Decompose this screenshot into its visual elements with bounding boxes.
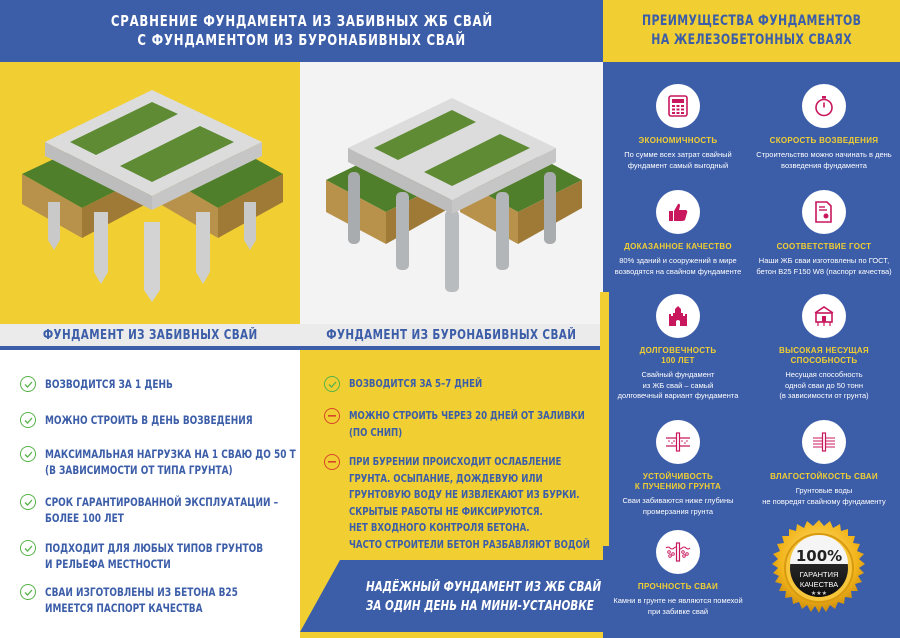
- advantage-desc: возведения фундамента: [781, 160, 867, 170]
- seal-percent: 100%: [795, 547, 843, 565]
- check-icon: [20, 376, 36, 392]
- advantage-title: СКОРОСТЬ ВОЗВЕДЕНИЯ: [769, 136, 879, 145]
- advantage-desc: По сумме всех затрат свайный: [624, 150, 732, 159]
- advantage-title: УСТОЙЧИВОСТЬ: [642, 472, 714, 481]
- advantage-durability: [604, 294, 752, 402]
- advantage-desc: одной сваи до 50 тонн: [785, 380, 863, 390]
- advantage-desc: бетон В25 F150 W8 (паспорт качества): [756, 266, 892, 276]
- driven-pile-foundation-illustration: [0, 62, 300, 324]
- advantage-desc: возводятся на свайном фундаменте: [614, 266, 742, 276]
- minus-icon: [324, 408, 340, 424]
- advantage-title: ПРОЧНОСТЬ СВАИ: [637, 582, 719, 591]
- castle-icon: [667, 305, 689, 327]
- building-icon: [813, 305, 835, 327]
- advantage-title: 100 ЛЕТ: [661, 356, 695, 365]
- item-text: ВОЗВОДИТСЯ ЗА 1 ДЕНЬ: [45, 377, 173, 391]
- item-text: (ПО СНИП): [349, 425, 403, 439]
- advantage-proven-quality: [604, 190, 752, 277]
- advantage-desc: 80% зданий и сооружений в мире: [619, 256, 737, 265]
- bored-pile-foundation-illustration: [300, 62, 603, 324]
- item-text: СВАИ ИЗГОТОВЛЕНЫ ИЗ БЕТОНА В25: [45, 585, 238, 599]
- advantage-desc: Сваи забиваются ниже глубины: [622, 496, 734, 505]
- bored-pile-title-bar: [300, 324, 603, 350]
- comparison-title-line-2: С ФУНДАМЕНТОМ ИЗ БУРОНАБИВНЫХ СВАЙ: [137, 31, 466, 49]
- banner-line-1: НАДЁЖНЫЙ ФУНДАМЕНТ ИЗ ЖБ СВАЙ: [366, 580, 602, 595]
- pile-in-soil-icon: [665, 432, 691, 452]
- check-icon: [20, 446, 36, 462]
- seal-line-2: КАЧЕСТВА: [799, 580, 839, 589]
- item-text: ПРИ БУРЕНИИ ПРОИСХОДИТ ОСЛАБЛЕНИЕ: [349, 455, 562, 468]
- advantage-title: СООТВЕТСТВИЕ ГОСТ: [776, 242, 872, 251]
- advantage-title: ДОКАЗАННОЕ КАЧЕСТВО: [624, 242, 732, 251]
- advantage-load-capacity: [750, 294, 898, 402]
- certificate-icon: [814, 201, 834, 223]
- advantage-desc: фундамент самый выгодный: [627, 160, 729, 170]
- advantage-economy: [604, 84, 752, 171]
- item-text: (В ЗАВИСИМОСТИ ОТ ТИПА ГРУНТА): [45, 463, 233, 477]
- advantage-title: СПОСОБНОСТЬ: [790, 356, 858, 365]
- item-text: НЕТ ВХОДНОГО КОНТРОЛЯ БЕТОНА.: [349, 521, 530, 534]
- advantage-desc: не повредят свайному фундаменту: [762, 496, 886, 506]
- advantage-desc: при забивке свай: [647, 606, 709, 616]
- pile-in-stones-icon: [665, 542, 691, 562]
- stopwatch-icon: [813, 95, 835, 117]
- bored-pile-foundation-image: [300, 62, 603, 324]
- quality-guarantee-seal: [767, 520, 871, 624]
- advantage-desc: промерзания грунта: [642, 506, 714, 516]
- advantage-desc: Несущая способность: [785, 370, 863, 379]
- advantage-speed: [750, 84, 898, 171]
- driven-pile-title: ФУНДАМЕНТ ИЗ ЗАБИВНЫХ СВАЙ: [42, 327, 258, 343]
- list-item: [20, 540, 325, 572]
- item-text: ПОДХОДИТ ДЛЯ ЛЮБЫХ ТИПОВ ГРУНТОВ: [45, 541, 264, 555]
- item-text: ВОЗВОДИТСЯ ЗА 5–7 ДНЕЙ: [349, 377, 483, 390]
- advantage-gost-compliance: [750, 190, 898, 277]
- advantage-desc: Наши ЖБ сваи изготовлены по ГОСТ,: [758, 256, 890, 265]
- seal-line-1: ГАРАНТИЯ: [799, 570, 839, 579]
- list-item: [20, 376, 209, 392]
- check-icon: [20, 412, 36, 428]
- advantage-desc: Грунтовые воды: [795, 486, 853, 495]
- comparison-title-line-1: СРАВНЕНИЕ ФУНДАМЕНТА ИЗ ЗАБИВНЫХ ЖБ СВАЙ: [110, 12, 493, 30]
- advantage-pile-strength: [604, 530, 752, 617]
- advantage-title: ЭКОНОМИЧНОСТЬ: [638, 136, 718, 145]
- advantage-moisture-resistance: [750, 420, 898, 507]
- item-text: МАКСИМАЛЬНАЯ НАГРУЗКА НА 1 СВАЮ ДО 50 Т: [45, 447, 296, 461]
- item-text: БОЛЕЕ 100 ЛЕТ: [45, 511, 124, 525]
- advantage-desc: долговечный вариант фундамента: [617, 391, 739, 400]
- advantage-desc: Строительство можно начинать в день: [756, 150, 892, 159]
- item-text: СРОК ГАРАНТИРОВАННОЙ ЭКСПЛУАТАЦИИ –: [45, 495, 279, 509]
- driven-pile-title-bar: [0, 324, 300, 350]
- bored-pile-title: ФУНДАМЕНТ ИЗ БУРОНАБИВНЫХ СВАЙ: [326, 327, 577, 343]
- check-icon: [324, 376, 340, 392]
- advantages-title-line-2: НА ЖЕЛЕЗОБЕТОННЫХ СВАЯХ: [651, 32, 852, 48]
- item-text: МОЖНО СТРОИТЬ В ДЕНЬ ВОЗВЕДЕНИЯ: [45, 413, 253, 427]
- advantage-desc: (в зависимости от грунта): [779, 391, 869, 400]
- item-text: ГРУНТОВУЮ ВОДУ НЕ ИЗВЛЕКАЮТ ИЗ БУРКИ.: [349, 488, 580, 501]
- advantage-frost-heave-resistance: [604, 420, 752, 517]
- advantage-title: ДОЛГОВЕЧНОСТЬ: [639, 346, 717, 355]
- advantage-desc: Свайный фундамент: [641, 370, 715, 379]
- minus-icon: [324, 454, 340, 470]
- advantage-title: К ПУЧЕНИЮ ГРУНТА: [634, 482, 722, 491]
- advantage-title: ВЫСОКАЯ НЕСУЩАЯ: [779, 346, 869, 355]
- calculator-icon: [668, 95, 688, 117]
- driven-pile-benefits-list: [0, 350, 300, 638]
- check-icon: [20, 494, 36, 510]
- comparison-header: [0, 0, 603, 62]
- promo-banner: [300, 560, 603, 632]
- advantage-title: ВЛАГОСТОЙКОСТЬ СВАИ: [770, 472, 878, 481]
- item-text: И РЕЛЬЕФА МЕСТНОСТИ: [45, 557, 171, 571]
- seal-stars-icon: ★★★: [810, 591, 828, 597]
- item-text: МОЖНО СТРОИТЬ ЧЕРЕЗ 20 ДНЕЙ ОТ ЗАЛИВКИ: [349, 409, 585, 422]
- check-icon: [20, 584, 36, 600]
- advantages-header: [603, 0, 900, 62]
- item-text: СКРЫТЫЕ РАБОТЫ НЕ ФИКСИРУЮТСЯ.: [349, 504, 543, 518]
- pile-in-water-icon: [811, 432, 837, 452]
- item-text: ИМЕЕТСЯ ПАСПОРТ КАЧЕСТВА: [45, 601, 203, 615]
- advantage-desc: из ЖБ свай – самый: [642, 380, 714, 390]
- list-item: [20, 494, 344, 526]
- item-text: ЧАСТО СТРОИТЕЛИ БЕТОН РАЗБАВЛЯЮТ ВОДОЙ: [349, 537, 590, 551]
- banner-line-2: ЗА ОДИН ДЕНЬ НА МИНИ-УСТАНОВКЕ: [366, 599, 594, 614]
- advantages-title-line-1: ПРЕИМУЩЕСТВА ФУНДАМЕНТОВ: [641, 13, 862, 29]
- advantage-desc: Камни в грунте не являются помехой: [613, 596, 743, 605]
- list-item: [20, 412, 311, 428]
- item-text: ГРУНТА. ОСЫПАНИЕ, ДОЖДЕВУЮ ИЛИ: [349, 471, 543, 485]
- driven-pile-foundation-image: [0, 62, 300, 324]
- check-icon: [20, 540, 36, 556]
- list-item: [324, 376, 520, 393]
- thumbs-up-icon: [667, 201, 689, 223]
- list-item: [20, 584, 292, 616]
